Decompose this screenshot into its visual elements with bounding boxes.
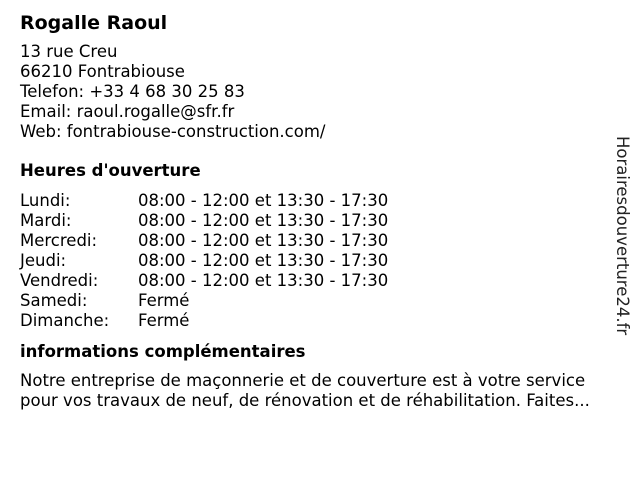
hours-row-lundi [20,191,610,211]
day-label: Vendredi: [20,271,99,290]
hours-value: 08:00 - 12:00 et 13:30 - 17:30 [138,271,389,290]
email-address: Email: raoul.rogalle@sfr.fr [20,102,235,121]
additional-info-text [20,371,610,411]
day-label: Samedi: [20,291,88,310]
hours-row-dimanche [20,311,610,331]
hours-row-samedi [20,291,610,311]
hours-value: 08:00 - 12:00 et 13:30 - 17:30 [138,191,389,210]
additional-info-title: informations complémentaires [20,342,306,361]
postal-city: 66210 Fontrabiouse [20,62,185,81]
business-card [20,10,610,411]
hours-row-mardi [20,211,610,231]
site-watermark: Horairesdouverture24.fr [613,136,632,336]
hours-value: Fermé [138,291,190,310]
hours-value: 08:00 - 12:00 et 13:30 - 17:30 [138,251,389,270]
website: Web: fontrabiouse-construction.com/ [20,122,326,141]
info-line: pour vos travaux de neuf, de rénovation et de réhabilitation. Faites... [20,391,590,410]
day-label: Jeudi: [20,251,67,270]
opening-hours-table [20,191,610,331]
hours-value: Fermé [138,311,190,330]
address-block [20,42,610,142]
day-label: Dimanche: [20,311,110,330]
hours-value: 08:00 - 12:00 et 13:30 - 17:30 [138,231,389,250]
hours-row-jeudi [20,251,610,271]
business-name: Rogalle Raoul [20,12,168,34]
street-address: 13 rue Creu [20,42,118,61]
hours-row-vendredi [20,271,610,291]
hours-value: 08:00 - 12:00 et 13:30 - 17:30 [138,211,389,230]
opening-hours-title: Heures d'ouverture [20,161,201,180]
day-label: Mardi: [20,211,72,230]
hours-row-mercredi [20,231,610,251]
phone-number: Telefon: +33 4 68 30 25 83 [20,82,245,101]
day-label: Mercredi: [20,231,98,250]
info-line: Notre entreprise de maçonnerie et de couverture est à votre service [20,371,586,390]
day-label: Lundi: [20,191,71,210]
